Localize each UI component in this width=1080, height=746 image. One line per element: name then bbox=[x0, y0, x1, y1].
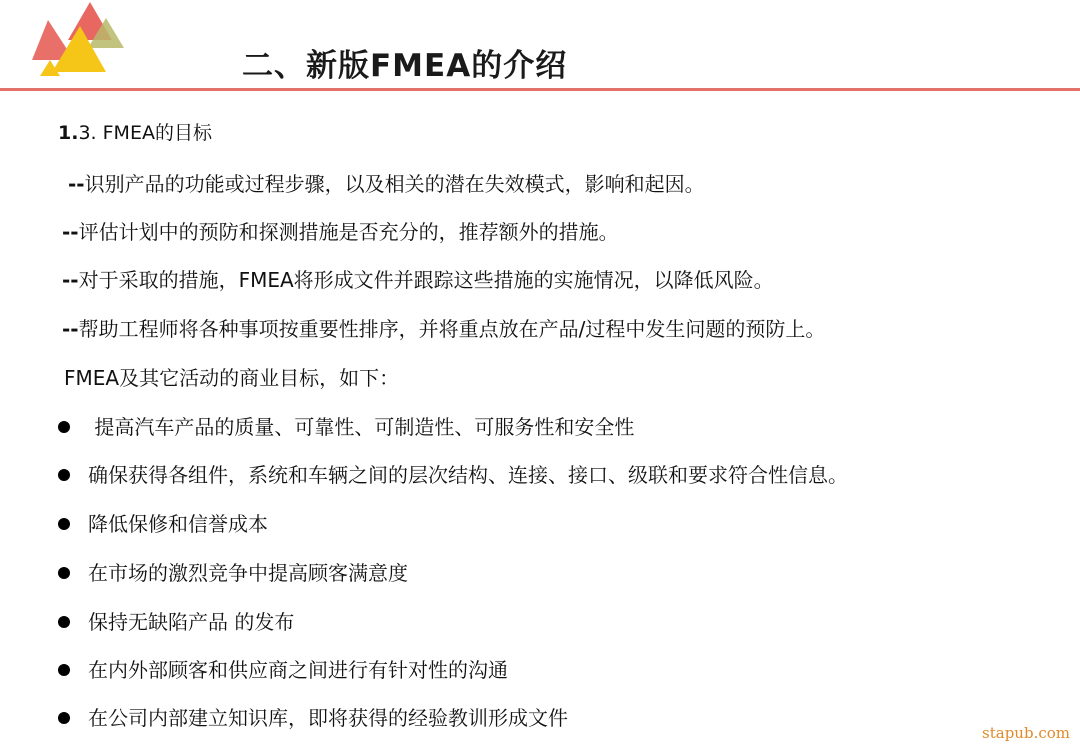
bullet-icon bbox=[58, 664, 70, 676]
bullet-text: 确保获得各组件，系统和车辆之间的层次结构、连接、接口、级联和要求符合性信息。 bbox=[88, 463, 848, 487]
bullet-text: 在公司内部建立知识库，即将获得的经验教训形成文件 bbox=[88, 706, 568, 730]
goal-dash: -- bbox=[68, 172, 85, 196]
logo-triangles-icon bbox=[28, 0, 138, 80]
bullet-icon bbox=[58, 616, 70, 628]
bullet-text: 降低保修和信誉成本 bbox=[88, 512, 268, 536]
page-title: 二、新版FMEA的介绍 bbox=[242, 48, 568, 84]
goal-dash: -- bbox=[62, 317, 79, 341]
goal-line bbox=[62, 313, 825, 342]
section-heading-text: 3. FMEA的目标 bbox=[78, 122, 212, 144]
bullet-icon bbox=[58, 421, 70, 433]
bullet-item bbox=[58, 654, 508, 683]
goal-line bbox=[62, 216, 619, 245]
section-heading bbox=[58, 118, 212, 145]
goal-line bbox=[62, 264, 774, 293]
title-divider bbox=[0, 88, 1080, 91]
bullet-item bbox=[58, 411, 634, 440]
section-number: 1. bbox=[58, 122, 79, 144]
goal-text: 帮助工程师将各种事项按重要性排序，并将重点放在产品/过程中发生问题的预防上。 bbox=[78, 317, 826, 341]
bullet-item bbox=[58, 606, 294, 635]
goal-dash: -- bbox=[62, 220, 79, 244]
bullet-text: 在内外部顾客和供应商之间进行有针对性的沟通 bbox=[88, 658, 508, 682]
watermark: stapub.com bbox=[982, 724, 1070, 742]
bullet-icon bbox=[58, 469, 70, 481]
bullet-item bbox=[58, 557, 408, 586]
bullet-text: 提高汽车产品的质量、可靠性、可制造性、可服务性和安全性 bbox=[88, 415, 635, 439]
goal-text: 识别产品的功能或过程步骤，以及相关的潜在失效模式，影响和起因。 bbox=[84, 172, 705, 196]
bullet-icon bbox=[58, 518, 70, 530]
bullet-item bbox=[58, 459, 848, 488]
business-goals-intro: FMEA及其它活动的商业目标，如下： bbox=[64, 366, 400, 390]
bullet-icon bbox=[58, 567, 70, 579]
bullet-text: 在市场的激烈竞争中提高顾客满意度 bbox=[88, 561, 408, 585]
goal-text: 评估计划中的预防和探测措施是否充分的，推荐额外的措施。 bbox=[78, 220, 619, 244]
bullet-text: 保持无缺陷产品 的发布 bbox=[88, 610, 295, 634]
goal-line bbox=[68, 168, 705, 197]
bullet-icon bbox=[58, 712, 70, 724]
goal-text: 对于采取的措施，FMEA将形成文件并跟踪这些措施的实施情况，以降低风险。 bbox=[78, 268, 774, 292]
bullet-item bbox=[58, 508, 268, 537]
bullet-item bbox=[58, 702, 568, 731]
goal-dash: -- bbox=[62, 268, 79, 292]
